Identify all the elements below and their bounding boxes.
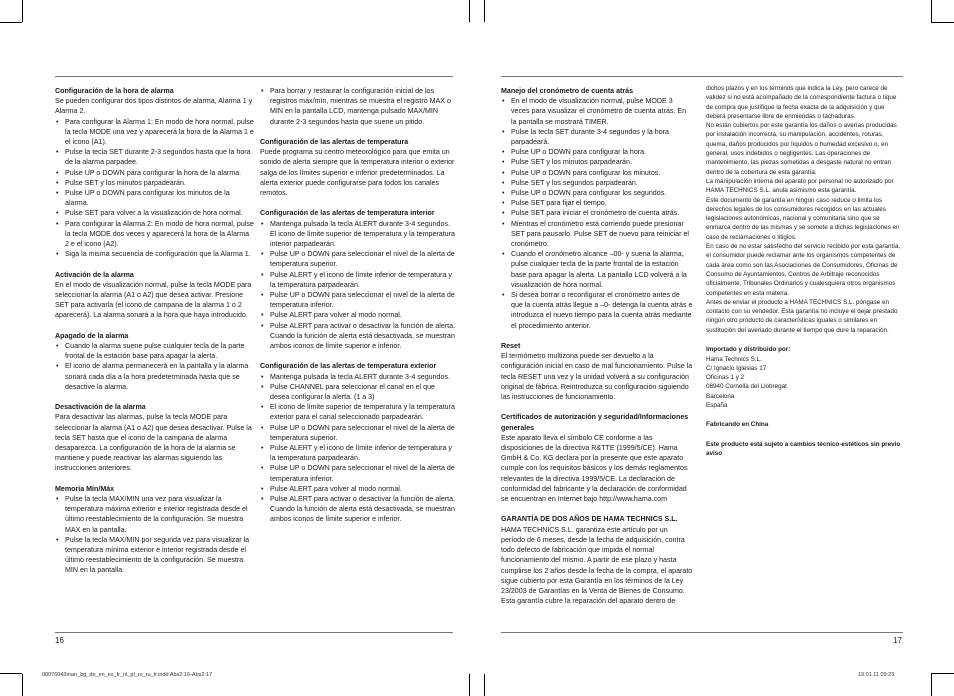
bullet-item: • Mantenga pulsada la tecla ALERT durante 3-4 segundos. bbox=[260, 372, 456, 382]
bullet-item: • Pulse SET y los minutos parpadearán. bbox=[501, 157, 693, 167]
paragraph: La manipulación interna del aparato por personal no autorizado por HAMA TECHNICS S.L. anula asimismo esta garantía. bbox=[706, 177, 894, 195]
bullet-item: • Pulse ALERT para activar o desactivar la función de alerta. Cuando la función de alerta está desactivada, se muestran ambos iconos de límite superior e inferior. bbox=[260, 494, 456, 525]
paragraph: El termómetro multizona puede ser devuelto a la configuración inicial en caso de mal funcionamiento. Pulse la tecla RESET una vez y la unidad volverá a su configuración original de fábrica. Reintroduzca su configuración siguiendo las instrucciones de funcionamiento. bbox=[501, 352, 693, 402]
bullet-item: • Cuando la alarma suene pulse cualquier tecla de la parte frontal de la estación base para apagar la alerta. bbox=[55, 341, 255, 361]
bullet-item: • Pulse ALERT para volver al modo normal. bbox=[260, 484, 456, 494]
footer-rule-right bbox=[501, 632, 903, 633]
page-number-left: 16 bbox=[55, 636, 64, 645]
section bbox=[501, 514, 693, 606]
bullet-item: • Cuando el cronómetro alcance –00- y suena la alarma, pulse cualquier tecla de la parte frontal de la estación base para apagar la alerta. La pantalla LCD volverá a la visualización de hora normal. bbox=[501, 249, 693, 290]
section bbox=[260, 86, 456, 127]
bullet-item: • Pulse ALERT para activar o desactivar la función de alerta. Cuando la función de alerta está desactivada, se muestran ambos iconos de límite superior e inferior. bbox=[260, 321, 456, 352]
section bbox=[501, 86, 693, 331]
section-heading: Memoria Mín/Máx bbox=[55, 484, 115, 493]
crop-mark bbox=[469, 674, 470, 696]
paragraph: Puede programa su centro meteorológico para que emita un sonido de alerta siempre que la temperatura interior o exterior salga de los límites superior e inferior predeterminados. La alerta exterior puede configurarse para todos los canales remotos. bbox=[260, 148, 455, 198]
section bbox=[55, 270, 255, 321]
header-rule-left bbox=[55, 76, 453, 77]
paragraph: Para desactivar las alarmas, pulse la tecla MODE para seleccionar la alarma (A1 o A2) que desea desactivar. Pulse la tecla SET hasta que el icono de la campana de alarma desaparezca. La configuración de la hora de la alarma se mantiene y puede reactivar las alarmas siguiendo las instrucciones anteriores. bbox=[55, 413, 252, 473]
bullet-item: • Para configurar la Alarma 2: En modo de hora normal, pulse la tecla MODE dos veces y aparecerá la hora de la Alarma 2 e el icono (A2). bbox=[55, 219, 255, 250]
paragraph: Esta garantía cubre la reparación del aparato dentro de bbox=[501, 597, 676, 606]
paragraph: C/ Ignacio Iglesias 17 bbox=[706, 364, 767, 372]
bullet-item: • En el modo de visualización normal, pulse MODE 3 veces para visualizar el cronómetro de cuenta atrás. En la pantalla se mostrará TIMER. bbox=[501, 96, 693, 127]
section bbox=[260, 361, 456, 524]
bullet-list bbox=[260, 219, 456, 352]
footer-rule-left bbox=[55, 632, 453, 633]
section-heading: Importado y distribuido por: bbox=[706, 346, 791, 354]
bullet-item: • Pulse UP o DOWN para configurar los minutos de la alarma. bbox=[55, 188, 255, 208]
bullet-item: • Pulse UP o DOWN para seleccionar el nivel de la alerta de temperatura inferior. bbox=[260, 290, 456, 310]
section bbox=[706, 420, 902, 429]
bullet-item: • Pulse UP o DOWN para configurar la hora de la alarma. bbox=[55, 168, 255, 178]
header-rule-right bbox=[501, 76, 903, 77]
bullet-item: • Mientras el cronómetro está corriendo puede presionar SET para pausarlo. Pulse SET de nuevo para reiniciar el cronómetro. bbox=[501, 219, 693, 250]
section bbox=[260, 137, 456, 198]
footer-file-name: 00076043man_bg_de_en_es_fr_nl_pl_ro_ru_tr.indd Abs2:16-Abs2:17 bbox=[42, 672, 213, 678]
bullet-list bbox=[55, 341, 255, 392]
bullet-item: • Pulse SET para fijar el tiempo. bbox=[501, 198, 693, 208]
section bbox=[55, 484, 255, 576]
bullet-item: • Si desea borrar o reconfigurar el cronómetro antes de que la cuenta atrás llegue a –0- detenga la cuenta atrás e introduzca el nuevo tiempo para la cuenta atrás mediante el procedimiento anterior. bbox=[501, 290, 693, 331]
column-3 bbox=[501, 86, 693, 617]
bullet-list bbox=[55, 117, 255, 260]
crop-mark bbox=[0, 22, 22, 23]
section bbox=[501, 412, 693, 504]
bullet-item: • Pulse ALERT y el icono de límite inferior de temperatura y la temperatura parpadearán. bbox=[260, 270, 456, 290]
paragraph: Se pueden configurar dos tipos distintos de alarma, Alarma 1 y Alarma 2. bbox=[55, 97, 253, 116]
column-1 bbox=[55, 86, 255, 586]
bullet-item: • Pulse UP o DOWN para configurar los minutos. bbox=[501, 168, 693, 178]
bullet-item: • Pulse CHANNEL para seleccionar el canal en el que desea configurar la alerta. (1 a 3) bbox=[260, 382, 456, 402]
bullet-list bbox=[501, 96, 693, 331]
bullet-item: • Pulse la tecla MAX/MIN una vez para visualizar la temperatura máxima exterior e interior registrada desde el último reestablecimiento de la configuración. Se muestra MAX en la pantalla. bbox=[55, 494, 255, 535]
section bbox=[55, 331, 255, 392]
section-heading: Activación de la alarma bbox=[55, 270, 134, 279]
bullet-item: • Pulse la tecla SET durante 2-3 segundos hasta que la hora de la alarma parpadee. bbox=[55, 147, 255, 167]
paragraph: Barcelona bbox=[706, 392, 735, 400]
paragraph: dichos plazos y en los términos que indica la Ley, pero carece de validez si no está acompañado de la correspondiente factura o tique de compra que justifique la fecha exacta de la adquisición y que deberá presentarse libre de enmiendas o tachaduras. bbox=[706, 85, 897, 120]
bullet-item: • El icono de límite superior de temperatura y la temperatura exterior para el canal seleccionado parpadearán. bbox=[260, 402, 456, 422]
section-heading: Este producto está sujeto a cambios técnico-estéticos sin previo aviso bbox=[706, 440, 901, 458]
paragraph: España bbox=[706, 401, 728, 409]
crop-mark bbox=[0, 673, 22, 674]
crop-mark bbox=[484, 674, 485, 696]
section-heading: Configuración de la hora de alarma bbox=[55, 87, 174, 95]
bullet-list bbox=[260, 86, 456, 127]
crop-mark bbox=[931, 674, 932, 696]
section bbox=[501, 341, 693, 402]
section-heading: Configuración de las alertas de temperatura bbox=[260, 138, 409, 146]
paragraph: No están cubiertos por este garantía los daños o averías producidas por instalación incorrecta, su manipulación, accidentes, roturas, quema, daños producidos por líquidos o humedad excesivo o, en general, usos indebidos o negligentes. Las operaciones de mantenimiento, las piezas sometidas a desgaste natural no entran dentro de la cobertura de esta garantía. bbox=[706, 122, 897, 176]
bullet-list bbox=[260, 372, 456, 525]
crop-mark bbox=[469, 0, 470, 22]
paragraph: Antes de enviar el producto a HAMA TECHNICS S.L. póngase en contacto con su vendedor. Esta garantía no incluye el dejar prestado ningún otro producto de características iguales o similares en sustitución del averiado durante el tiempo que dure la reparación. bbox=[706, 298, 898, 334]
bullet-item: • Pulse la tecla MAX/MIN por segunda vez para visualizar la temperatura mínima exterior e interior registrada desde el último reestablecimiento de la configuración. Se muestra MIN en la pantalla. bbox=[55, 535, 255, 576]
bullet-item: • Pulse ALERT para volver al modo normal. bbox=[260, 310, 456, 320]
bullet-item: • Para configurar la Alarma 1: En modo de hora normal, pulse la tecla MODE una vez y aparecerá la hora de la Alarma 1 e el icono (A1). bbox=[55, 117, 255, 148]
paragraph: Oficinas 1 y 2 bbox=[706, 374, 745, 382]
paragraph: En caso de no estar satisfecho del servicio recibido por esta garantía, el consumidor puede reclamar ante los organismos competentes de cada área como son las Asociaciones de Consumidores, Oficinas de Consumo de Ayuntamientos, Centros de Arbitraje reconocidos oficialmente, Tribunales Ordinarios y cualesquiera otros organismos competentes en esta materia. bbox=[706, 243, 901, 297]
section bbox=[55, 402, 255, 473]
section-heading: Manejo del cronómetro de cuenta atrás bbox=[501, 87, 634, 95]
bullet-item: • Siga la misma secuencia de configuración que la Alarma 1. bbox=[55, 249, 255, 259]
crop-mark bbox=[931, 673, 954, 674]
bullet-item: • Pulse UP o DOWN para configurar los segundos. bbox=[501, 188, 693, 198]
section bbox=[706, 440, 902, 459]
bullet-list bbox=[55, 494, 255, 576]
section-heading: GARANTÍA DE DOS AÑOS DE HAMA TECHNICS S.L. bbox=[501, 515, 678, 524]
bullet-item: • Pulse UP o DOWN para seleccionar el nivel de la alerta de temperatura inferior. bbox=[260, 463, 456, 483]
section-heading: Configuración de las alertas de temperatura interior bbox=[260, 209, 435, 218]
crop-mark bbox=[22, 674, 23, 696]
paragraph: Este aparato lleva el símbolo CE conforme a las disposiciones de la directiva R&TTE (1999/5/CE). Hama GmbH & Co. KG declara por la presente que este aparato cumple con los requisitos básicos y los demás reglamentos relevantes de la directiva 1999/5/CE. La declaración de conformidad del fabricante y la declaración de conformidad se encuentran en Internet bajo http://www.hama.com bbox=[501, 433, 688, 504]
crop-mark bbox=[931, 0, 932, 22]
page-number-right: 17 bbox=[893, 636, 902, 645]
footer-timestamp: 19.01.11 09:23 bbox=[858, 672, 895, 678]
section-heading: Fabricando en China bbox=[706, 421, 769, 429]
bullet-item: • Pulse SET para volver a la visualización de hora normal. bbox=[55, 208, 255, 218]
crop-mark bbox=[22, 0, 23, 22]
bullet-item: • Pulse SET y los segundos parpadearán. bbox=[501, 178, 693, 188]
section-heading: Certificados de autorización y seguridad/Informaciones generales bbox=[501, 413, 689, 432]
bullet-item: • Para borrar y restaurar la configuración inicial de los registros máx/mín, mientras se muestra el registro MAX o MIN en la pantalla LCD, mantenga pulsado MAX/MIN durante 2-3 segundos hasta que suene un pitido. bbox=[260, 86, 456, 127]
paragraph: 08940 Cornellà del Llobregat bbox=[706, 383, 787, 391]
paragraph: Hama Technics S.L. bbox=[706, 355, 762, 363]
bullet-item: • Mantenga pulsada la tecla ALERT durante 3-4 segundos. El icono de límite superior de temperatura y la temperatura interior parpadearán. bbox=[260, 219, 456, 250]
section bbox=[706, 84, 902, 335]
crop-mark bbox=[931, 22, 954, 23]
bullet-item: • Pulse ALERT y el icono de límite inferior de temperatura y la temperatura parpadearán. bbox=[260, 443, 456, 463]
section bbox=[55, 86, 255, 259]
bullet-item: • Pulse SET para iniciar el cronómetro de cuenta atrás. bbox=[501, 208, 693, 218]
section-heading: Reset bbox=[501, 342, 521, 351]
section-heading: Desactivación de la alarma bbox=[55, 403, 146, 412]
bullet-item: • Pulse UP o DOWN para seleccionar el nivel de la alerta de temperatura superior. bbox=[260, 423, 456, 443]
paragraph: HAMA TECHNICS S.L. garantiza este artículo por un período de 6 meses, desde la fecha de adquisición, contra todo defecto de fabricación que impida el normal funcionamiento del mismo. A partir de ese plazo y hasta cumplirse los 2 años desde la fecha de la compra, el aparato sigue cubierto por esta Garantía en los términos de la Ley 23/2003 de Garantías en la Venta de Bienes de Consumo. bbox=[501, 525, 693, 595]
bullet-item: • El icono de alarma permanecerá en la pantalla y la alarma sonará cada día a la hora predeterminada hasta que se desactive la alarma. bbox=[55, 361, 255, 392]
bullet-item: • Pulse la tecla SET durante 3-4 segundos y la hora parpadeará. bbox=[501, 127, 693, 147]
paragraph: En el modo de visualización normal, pulse la tecla MODE para seleccionar la alarma (A1 o A2) que desea activar. Presione SET para activarla (el icono de campana de la alarma 1 o 2 aparecerá). La alarma sonará a la hora que haya introducido. bbox=[55, 280, 252, 320]
bullet-item: • Pulse SET y los minutos parpadearán. bbox=[55, 178, 255, 188]
bullet-item: • Pulse UP o DOWN para configurar la hora. bbox=[501, 147, 693, 157]
paragraph: Este documento de garantía en ningún caso reduce o limita los derechos legales de los consumidores recogidos en las actuales legislaciones autonómicas, nacional y comunitaria sino que se enmarca dentro de las mismas y se somete a dichas legislaciones en caso de reclamaciones o litigios. bbox=[706, 196, 900, 241]
section-heading: Apagado de la alarma bbox=[55, 331, 129, 340]
section bbox=[260, 208, 456, 351]
bullet-item: • Pulse UP o DOWN para seleccionar el nivel de la alerta de temperatura superior. bbox=[260, 249, 456, 269]
section bbox=[706, 345, 902, 410]
column-4 bbox=[706, 84, 902, 469]
column-2 bbox=[260, 86, 456, 535]
crop-mark bbox=[484, 0, 485, 22]
section-heading: Configuración de las alertas de temperatura exterior bbox=[260, 362, 437, 371]
